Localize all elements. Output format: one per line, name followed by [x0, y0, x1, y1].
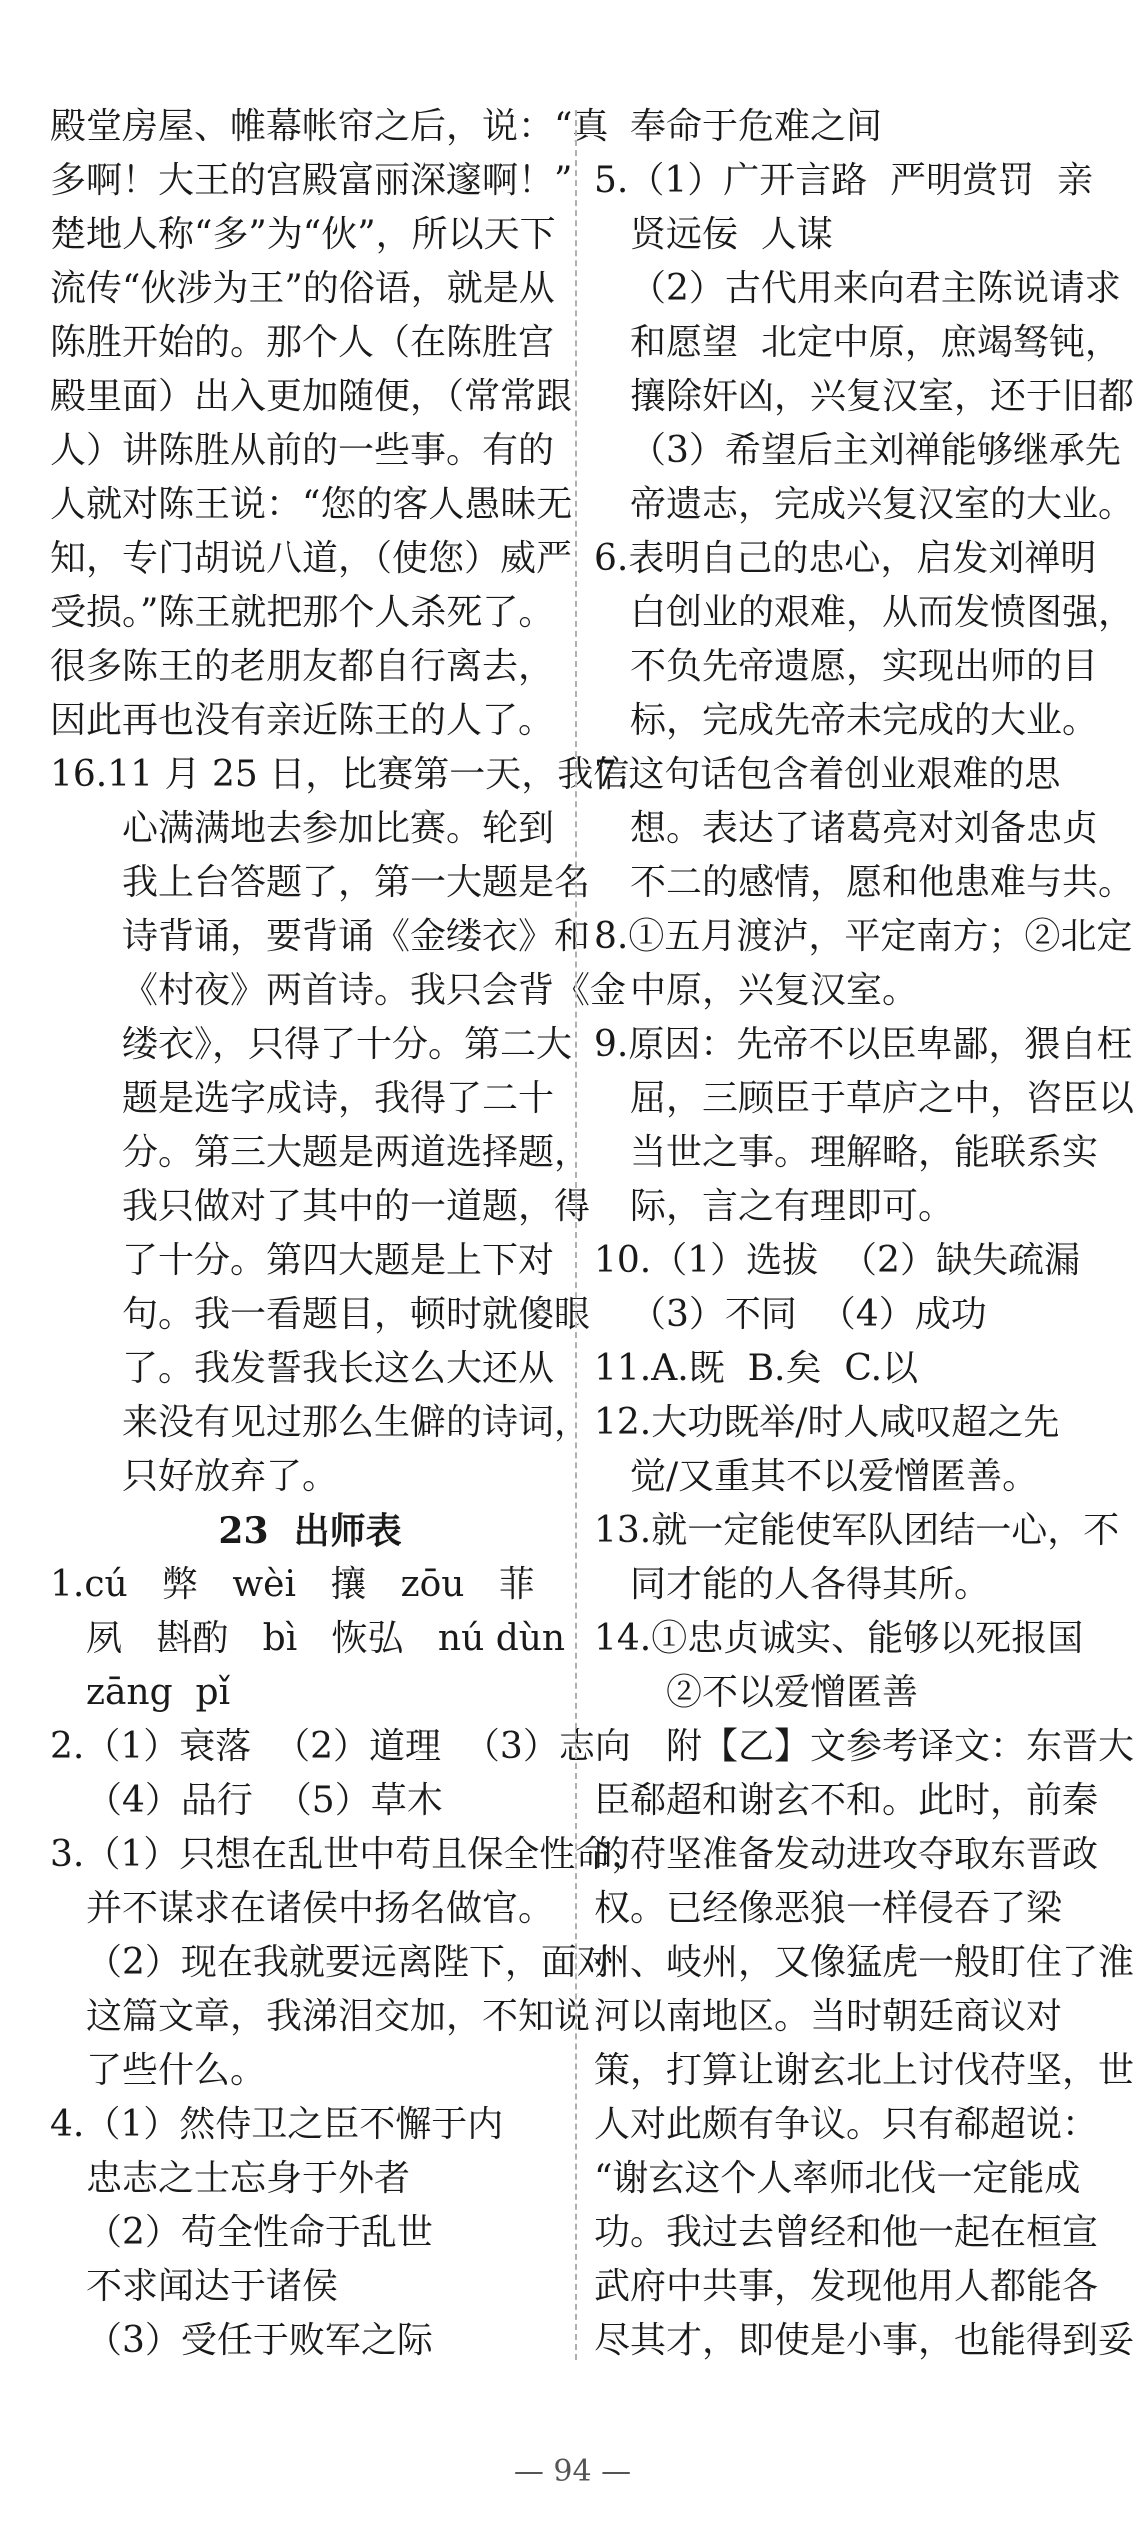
- text-line: 人对此颇有争议。只有郗超说：: [594, 2104, 1099, 2145]
- text-line: 标，完成先帝未完成的大业。: [630, 700, 1099, 741]
- text-line: 诗背诵，要背诵《金缕衣》和: [122, 916, 591, 957]
- text-line: 武府中共事，发现他用人都能各: [594, 2266, 1099, 2307]
- text-line: 《村夜》两首诗。我只会背《金: [122, 970, 627, 1011]
- text-line: 不负先帝遗愿，实现出师的目: [630, 646, 1099, 687]
- text-line: 楚地人称“多”为“伙”，所以天下: [50, 214, 556, 255]
- text-line: 12.大功既举/时人咸叹超之先: [594, 1402, 1060, 1443]
- text-line: 因此再也没有亲近陈王的人了。: [50, 700, 555, 741]
- text-line: 的苻坚准备发动进攻夺取东晋政: [594, 1834, 1099, 1875]
- text-line: 不二的感情，愿和他患难与共。: [630, 862, 1135, 903]
- text-line: 河以南地区。当时朝廷商议对: [594, 1996, 1063, 2037]
- text-line: 流传“伙涉为王”的俗语，就是从: [50, 268, 555, 309]
- text-line: 尽其才，即使是小事，也能得到妥: [594, 2320, 1135, 2361]
- text-line: 夙 斟酌 bì 恢弘 nú dùn: [86, 1618, 566, 1659]
- page-number: — 94 —: [513, 2454, 632, 2489]
- text-line: （3）不同 （4）成功: [630, 1294, 987, 1335]
- text-line: 贤远佞 人谋: [630, 214, 833, 255]
- text-line: 多啊！大王的宫殿富丽深邃啊！”: [50, 160, 573, 201]
- text-line: 殿里面）出入更加随便，（常常跟: [50, 376, 573, 417]
- text-line: 题是选字成诗，我得了二十: [122, 1078, 555, 1119]
- text-line: 11.A.既 B.矣 C.以: [594, 1348, 919, 1389]
- text-line: （2）苟全性命于乱世: [86, 2212, 433, 2253]
- text-line: 心满满地去参加比赛。轮到: [122, 808, 555, 849]
- text-line: 附【乙】文参考译文：东晋大: [666, 1726, 1135, 1767]
- text-line: 臣郗超和谢玄不和。此时，前秦: [594, 1780, 1099, 1821]
- text-line: 缕衣》，只得了十分。第二大: [122, 1024, 573, 1065]
- text-line: 同才能的人各得其所。: [630, 1564, 991, 1605]
- text-line: 分。第三大题是两道选择题，: [122, 1132, 591, 1173]
- text-line: 奉命于危难之间: [630, 106, 883, 147]
- text-line: 受损。”陈王就把那个人杀死了。: [50, 592, 555, 633]
- text-line: （4）品行 （5）草木: [86, 1780, 443, 1821]
- text-line: 了十分。第四大题是上下对: [122, 1240, 555, 1281]
- text-line: （2）现在我就要远离陛下，面对: [86, 1942, 613, 1983]
- text-line: 只好放弃了。: [122, 1456, 339, 1497]
- text-line: 中原，兴复汉室。: [630, 970, 919, 1011]
- text-line: 了些什么。: [86, 2050, 267, 2091]
- text-line: 1.cú 弊 wèi 攘 zōu 菲: [50, 1564, 535, 1605]
- text-line: （2）古代用来向君主陈说请求: [630, 268, 1121, 309]
- text-line: 句。我一看题目，顿时就傻眼: [122, 1294, 591, 1335]
- text-line: 州、岐州，又像猛虎一般盯住了淮: [594, 1942, 1135, 1983]
- text-line: 不求闻达于诸侯: [86, 2266, 339, 2307]
- text-line: 我只做对了其中的一道题，得: [122, 1186, 591, 1227]
- text-line: 14.①忠贞诚实、能够以死报国: [594, 1618, 1084, 1659]
- text-line: 3.（1）只想在乱世中苟且保全性命，: [50, 1834, 648, 1875]
- text-line: 白创业的艰难，从而发愤图强，: [630, 592, 1135, 633]
- text-line: 想。表达了诸葛亮对刘备忠贞: [630, 808, 1099, 849]
- text-line: 策，打算让谢玄北上讨伐苻坚，世: [594, 2050, 1135, 2091]
- text-line: 攘除奸凶，兴复汉室，还于旧都: [630, 376, 1135, 417]
- text-line: ②不以爱憎匿善: [666, 1672, 919, 1713]
- text-line: 我上台答题了，第一大题是名: [122, 862, 591, 903]
- text-line: 忠志之士忘身于外者: [86, 2158, 411, 2199]
- text-line: 4.（1）然侍卫之臣不懈于内: [50, 2104, 504, 2145]
- text-line: 屈，三顾臣于草庐之中，咨臣以: [630, 1078, 1135, 1119]
- right-column: [594, 100, 1135, 2368]
- text-line: 7.这句话包含着创业艰难的思: [594, 754, 1061, 795]
- text-line: 6.表明自己的忠心，启发刘禅明: [594, 538, 1097, 579]
- text-line: 10.（1）选拔 （2）缺失疏漏: [594, 1240, 1080, 1281]
- column-divider: [575, 110, 577, 2360]
- text-line: “谢玄这个人率师北伐一定能成: [594, 2158, 1081, 2199]
- section-heading: 23 出师表: [218, 1510, 402, 1552]
- text-line: 权。已经像恶狼一样侵吞了梁: [594, 1888, 1063, 1929]
- text-line: 很多陈王的老朋友都自行离去，: [50, 646, 555, 687]
- text-line: 觉/又重其不以爱憎匿善。: [630, 1456, 1039, 1497]
- text-line: 8.①五月渡泸，平定南方；②北定: [594, 916, 1133, 957]
- text-line: zāng pǐ: [86, 1672, 231, 1713]
- text-line: 殿堂房屋、帷幕帐帘之后，说：“真: [50, 106, 609, 147]
- text-line: 人）讲陈胜从前的一些事。有的: [50, 430, 555, 471]
- left-column: [50, 100, 648, 2368]
- text-line: 陈胜开始的。那个人（在陈胜宫: [50, 322, 555, 363]
- text-line: 9.原因：先帝不以臣卑鄙，猥自枉: [594, 1024, 1133, 1065]
- text-line: （3）希望后主刘禅能够继承先: [630, 430, 1121, 471]
- text-line: 16.11 月 25 日，比赛第一天，我信: [50, 754, 630, 795]
- text-line: 际，言之有理即可。: [630, 1186, 955, 1227]
- text-line: 2.（1）衰落 （2）道理 （3）志向: [50, 1726, 631, 1767]
- text-line: 5.（1）广开言路 严明赏罚 亲: [594, 160, 1094, 201]
- text-line: 和愿望 北定中原，庶竭驽钝，: [630, 322, 1121, 363]
- text-line: 这篇文章，我涕泪交加，不知说: [86, 1996, 591, 2037]
- text-line: 当世之事。理解略，能联系实: [630, 1132, 1099, 1173]
- text-line: 人就对陈王说：“您的客人愚昧无: [50, 484, 573, 525]
- text-line: 功。我过去曾经和他一起在桓宣: [594, 2212, 1099, 2253]
- text-line: 了。我发誓我长这么大还从: [122, 1348, 555, 1389]
- text-line: （3）受任于败军之际: [86, 2320, 433, 2361]
- text-line: 帝遗志，完成兴复汉室的大业。: [630, 484, 1135, 525]
- text-line: 来没有见过那么生僻的诗词，: [122, 1402, 591, 1443]
- text-line: 13.就一定能使军队团结一心，不: [594, 1510, 1120, 1551]
- text-line: 知，专门胡说八道，（使您）威严: [50, 538, 573, 579]
- text-line: 并不谋求在诸侯中扬名做官。: [86, 1888, 555, 1929]
